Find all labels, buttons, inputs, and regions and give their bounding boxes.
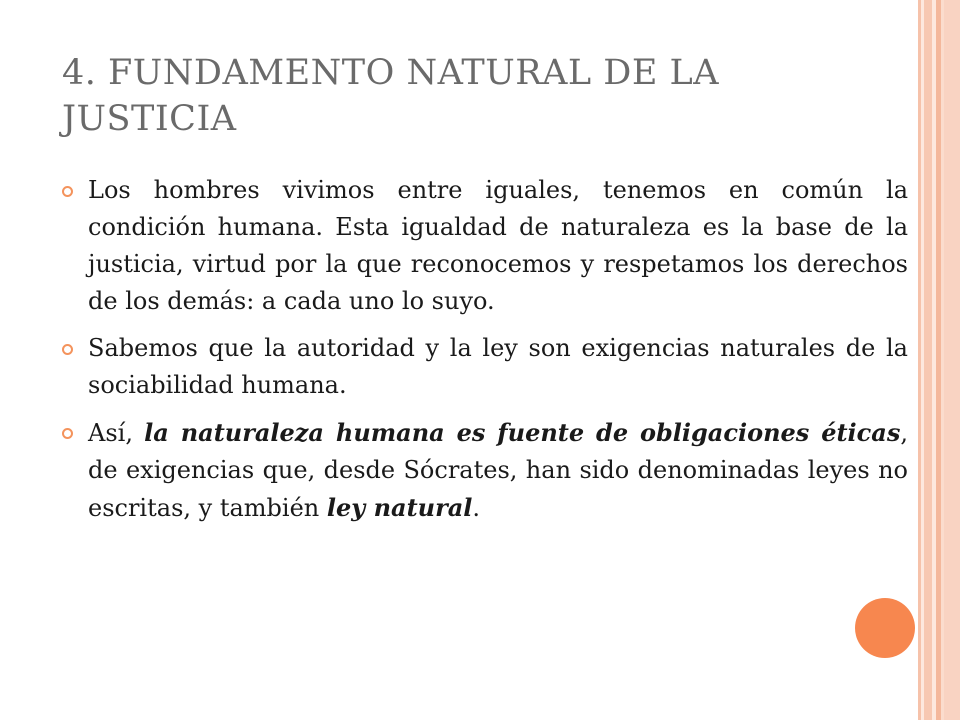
bullet-list <box>62 172 908 537</box>
bullet-emphasis: ley natural <box>326 493 473 522</box>
bullet-text-part: Así, <box>88 419 145 447</box>
decorative-stripe <box>944 0 960 720</box>
decorative-stripe <box>924 0 932 720</box>
bullet-item <box>62 330 908 404</box>
bullet-text: Los hombres vivimos entre iguales, tenemos en común la condición humana. Esta igualdad de naturaleza es la base de la justicia, virtud por la que reconocemos y respetamos los derechos de los demás: a cada uno lo suyo. <box>88 176 908 315</box>
bullet-item <box>62 414 908 527</box>
bullet-emphasis: la naturaleza humana es fuente de obligaciones éticas <box>144 418 901 447</box>
bullet-text-part: . <box>472 494 481 522</box>
bullet-icon <box>62 344 73 355</box>
bullet-icon <box>62 186 73 197</box>
bullet-icon <box>62 428 73 439</box>
decorative-circle-icon <box>855 598 915 658</box>
bullet-text: Sabemos que la autoridad y la ley son exigencias naturales de la sociabilidad humana. <box>88 334 908 399</box>
bullet-item <box>62 172 908 320</box>
bullet-text-part: , de exigencias que, desde Sócrates, han sido denominadas leyes no escritas, y también <box>88 419 908 522</box>
slide-title: 4. FUNDAMENTO NATURAL DE LA JUSTICIA <box>62 53 720 139</box>
